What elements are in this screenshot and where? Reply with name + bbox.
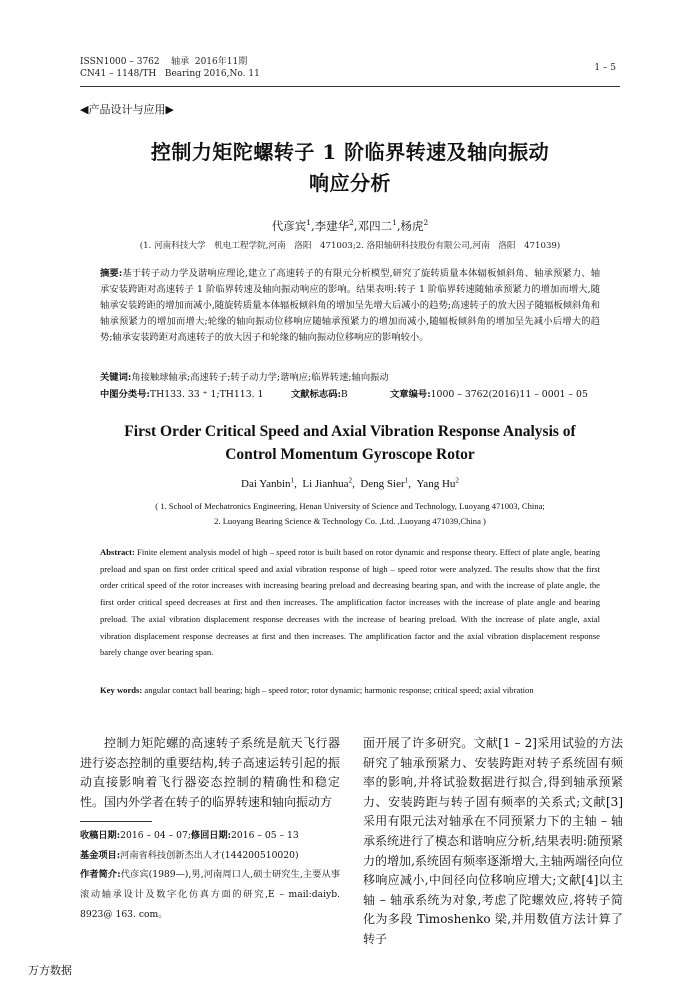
- keywords-cn: 关键词:角接触球轴承;高速转子;转子动力学;谐响应;临界转速;轴向振动: [100, 372, 389, 383]
- article-number: 文章编号:1000 – 3762(2016)11 – 0001 – 05: [390, 389, 588, 400]
- page-range: 1 – 5: [594, 63, 616, 73]
- title-en: [40, 420, 660, 466]
- body-left-column: 控制力矩陀螺的高速转子系统是航天飞行器进行姿态控制的重要结构,转子高速运转引起的振动直接影响着飞行器姿态控制的精确性和稳定性。国内外学者在转子的临界转速和轴向振动方: [80, 736, 340, 809]
- abstract-en-text: Finite element analysis model of high – speed rotor is built based on rotor dynamic and response theory. Effect of plate angle, bearing preload and span on first order critical speed and axial vibration response of high – speed rotor were analyzed. The results show that the first order critical speed of the rotor increases with increasing bearing preload and decreasing bearing span, and with the increase of plate angle, the first order critical speed decreases at first and then increases. The amplification factor increases with the increase of plate angle and bearing preload. The axial vibration displacement response decreases with the increase of bearing preload. With the increase of plate angle, axial vibration displacement response decreases at first and then increases. The amplification factor and the axial vibration displacement response barely change over bearing span.: [100, 547, 600, 658]
- keywords-en: Key words: angular contact ball bearing; high – speed rotor; rotor dynamic; harmonic response; critical speed; axial vibration: [100, 685, 534, 695]
- watermark: 万方数据: [28, 964, 72, 977]
- abstract-cn-text: 基于转子动力学及谐响应理论,建立了高速转子的有限元分析模型,研究了旋转质量本体辐板倾斜角、轴承预紧力、轴承安装跨距对高速转子 1 阶临界转速及轴向振动响应的影响。结果表明:转子 1 阶临界转速随轴承预紧力的增加而增大,随轴承安装跨距的增加而减小,随旋转质量本体辐板倾斜角的增加呈先增大后减小的趋势;高速转子的放大因子随辐板倾斜角和轴承预紧力的增加而增大;轮缘的轴向振动位移响应随轴承预紧力的增加而减小,随辐板倾斜角的增加呈先减小后增大的趋势;轴承安装跨距对高速转子的放大因子和轮缘的轴向振动位移响应的影响较小。: [100, 268, 600, 343]
- header-rule: [80, 86, 620, 87]
- authors-en: Dai Yanbin$^1$, Li Jianhua$^2$, Deng Sier$^1$, Yang Hu$^2$: [241, 476, 459, 490]
- title-cn-line2: 响应分析: [309, 171, 391, 195]
- classification-row: 中图分类号:TH133. 33 ⁺ 1;TH113. 1: [100, 389, 264, 400]
- footnote-rule: [80, 821, 152, 822]
- affiliation-cn: (1. 河南科技大学 机电工程学院,河南 洛阳 471003;2. 洛阳轴研科技股份有限公司,河南 洛阳 471039): [139, 241, 561, 251]
- title-cn-line1: 控制力矩陀螺转子 1 阶临界转速及轴向振动: [150, 140, 550, 164]
- body-right-column: 面开展了许多研究。文献[1 – 2]采用试验的方法研究了轴承预紧力、安装跨距对转子系统固有频率的影响,并将试验数据进行拟合,得到轴承预紧力、安装跨距与转子固有频率的关系式;文献[3]采用有限元法对轴承在不同预紧力下的主轴 – 轴承系统进行了模态和谐响应分析,结果表明:随预紧力的增加,系统固有频率逐渐增大,主轴两端径向位移响应减小,中间径向位移响应增大;文献[4]以主轴 – 轴承系统为对象,考虑了陀螺效应,将转子简化为多段 Timoshenko 梁,并用数值方法计算了转子: [363, 736, 623, 946]
- journal-name-en: Bearing 2016,No. 11: [164, 69, 260, 79]
- section-tag: ◀产品设计与应用▶: [80, 103, 174, 116]
- journal-header-left: [80, 56, 260, 80]
- title-en-line1: First Order Critical Speed and Axial Vibration Response Analysis of: [124, 423, 576, 440]
- title-en-line2: Control Momentum Gyroscope Rotor: [225, 446, 475, 463]
- affiliation-en: ( 1. School of Mechatronics Engineering, Henan University of Science and Technology, Luoyang 471003, China; 2. Luoyang Bearing Science & Technology Co. ,Ltd. ,Luoyang 471039,China ): [155, 501, 545, 526]
- abstract-cn-label: 摘要:: [100, 268, 123, 279]
- abstract-en-label: Abstract:: [100, 547, 135, 557]
- cn-number: CN41 – 1148/TH: [80, 69, 157, 79]
- issue-cn: 2016年11期: [194, 57, 248, 67]
- abstract-en: [100, 544, 600, 661]
- footnote: 收稿日期:2016 – 04 – 07;修回日期:2016 – 05 – 13 基金项目:河南省科技创新杰出人才(144200510020) 作者简介:代彦宾(1989—),男,河南周口人,硕士研究生,主要从事滚动轴承设计及数字化仿真方面的研究,E – mail:daiyb. 8923@ 163. com。: [80, 830, 340, 920]
- authors-cn: 代彦宾$^1$,李建华$^2$,邓四二$^1$,杨虎$^2$: [271, 218, 429, 233]
- title-cn: [60, 137, 640, 199]
- abstract-cn: [100, 266, 600, 346]
- issn: ISSN1000 – 3762: [80, 57, 160, 67]
- document-code: 文献标志码:B: [291, 389, 348, 400]
- journal-name-cn: 轴承: [171, 57, 190, 67]
